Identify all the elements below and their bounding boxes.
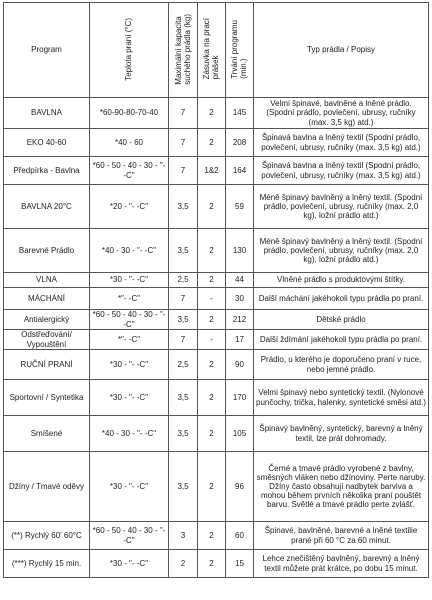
description-cell: Černé a tmavé prádlo vyrobené z bavlny, směsných vláken nebo džínoviny. Perte naruby. Džíny často obsahují nadbytek barviva a mohou během prvních několika praní pouštět barvu. Světlé a tmavé prádlo perte zvlášť. xyxy=(254,452,429,522)
program-cell: Barevné Prádlo xyxy=(4,229,90,273)
duration-cell: 170 xyxy=(226,380,254,416)
temperature-cell: *"- -C" xyxy=(90,288,169,310)
duration-cell: 17 xyxy=(226,330,254,350)
capacity-cell: 3,5 xyxy=(169,229,198,273)
capacity-cell: 7 xyxy=(169,157,198,185)
temperature-cell: *40 - 30 - "- -C" xyxy=(90,229,169,273)
description-cell: Další máchání jakéhokoli typu prádla po praní. xyxy=(254,288,429,310)
header-capacity: Maximální kapacita suchého prádla (kg) xyxy=(169,3,198,98)
capacity-cell: 7 xyxy=(169,98,198,129)
temperature-cell: *60 - 50 - 40 - 30 - "- -C" xyxy=(90,522,169,550)
description-cell: Méně špinavý bavlněný a lněný textil. (Spodní prádlo, povlečení, ubrusy, ručníky (max. 2,0 kg), ložní prádlo atd.) xyxy=(254,185,429,229)
table-row xyxy=(4,550,429,578)
capacity-cell: 7 xyxy=(169,288,198,310)
header-row xyxy=(4,3,429,98)
table-row xyxy=(4,522,429,550)
detergent-drawer-cell: 2 xyxy=(198,550,226,578)
capacity-cell: 7 xyxy=(169,330,198,350)
capacity-cell: 3,5 xyxy=(169,310,198,330)
table-row xyxy=(4,288,429,310)
detergent-drawer-cell: 2 xyxy=(198,273,226,288)
description-cell: Špinavá bavlna a lněný textil (Spodní prádlo, povlečení, ubrusy, ručníky (max. 3,5 kg) atd.) xyxy=(254,129,429,157)
description-cell: Velmi špinavý nebo syntetický textil. (Nylonové punčochy, trička, halenky, syntetické směsi atd.) xyxy=(254,380,429,416)
table-row xyxy=(4,350,429,380)
table-row xyxy=(4,229,429,273)
header-temperature: Teplota praní (°C) xyxy=(90,3,169,98)
program-cell: MÁCHÁNÍ xyxy=(4,288,90,310)
table-row xyxy=(4,416,429,452)
table-row xyxy=(4,185,429,229)
detergent-drawer-cell: - xyxy=(198,288,226,310)
temperature-cell: *40 - 30 - "- -C" xyxy=(90,416,169,452)
capacity-cell: 3,5 xyxy=(169,185,198,229)
duration-cell: 30 xyxy=(226,288,254,310)
description-cell: Méně špinavý bavlněný a lněný textil. (Spodní prádlo, povlečení, ubrusy, ručníky (max. 2,0 kg), ložní prádlo atd.) xyxy=(254,229,429,273)
program-cell: (***) Rychlý 15 min. xyxy=(4,550,90,578)
program-cell: Odstřeďování/ Vypouštění xyxy=(4,330,90,350)
duration-cell: 130 xyxy=(226,229,254,273)
capacity-cell: 2,5 xyxy=(169,350,198,380)
temperature-cell: *30 - "- -C" xyxy=(90,452,169,522)
description-cell: Prádlo, u kterého je doporučeno praní v ruce, nebo jemné prádlo. xyxy=(254,350,429,380)
program-cell: (**) Rychlý 60' 60°C xyxy=(4,522,90,550)
header-program: Program xyxy=(4,3,90,98)
capacity-cell: 2 xyxy=(169,550,198,578)
program-cell: BAVLNA xyxy=(4,98,90,129)
header-detergent-drawer: Zásuvka na prací prášek xyxy=(198,3,226,98)
duration-cell: 44 xyxy=(226,273,254,288)
program-cell: Sportovní / Syntetika xyxy=(4,380,90,416)
table-row xyxy=(4,452,429,522)
header-duration: Trvání programu (min.) xyxy=(226,3,254,98)
temperature-cell: *40 - 60 xyxy=(90,129,169,157)
temperature-cell: *30 - "- -C" xyxy=(90,350,169,380)
temperature-cell: *30 - "- -C" xyxy=(90,550,169,578)
table-row xyxy=(4,380,429,416)
table-row xyxy=(4,129,429,157)
description-cell: Další ždímání jakéhokoli typu prádla po praní. xyxy=(254,330,429,350)
detergent-drawer-cell: 2 xyxy=(198,310,226,330)
detergent-drawer-cell: 2 xyxy=(198,350,226,380)
table-row xyxy=(4,98,429,129)
header-description: Typ prádla / Popisy xyxy=(254,3,429,98)
temperature-cell: *60 - 50 - 40 - 30 - "- -C" xyxy=(90,310,169,330)
capacity-cell: 2,5 xyxy=(169,273,198,288)
capacity-cell: 3,5 xyxy=(169,380,198,416)
temperature-cell: *30 - "- -C" xyxy=(90,380,169,416)
detergent-drawer-cell: - xyxy=(198,330,226,350)
duration-cell: 145 xyxy=(226,98,254,129)
description-cell: Velmi špinavé, bavlněné a lněné prádlo. (Spodní prádlo, povlečení, ubrusy, ručníky (max. 3,5 kg) atd.) xyxy=(254,98,429,129)
duration-cell: 90 xyxy=(226,350,254,380)
duration-cell: 212 xyxy=(226,310,254,330)
program-cell: Předpírka - Bavlna xyxy=(4,157,90,185)
description-cell: Lehce znečištěný bavlněný, barevný a lněný textil můžete prát krátce, po dobu 15 minut. xyxy=(254,550,429,578)
table-row xyxy=(4,310,429,330)
detergent-drawer-cell: 2 xyxy=(198,98,226,129)
detergent-drawer-cell: 2 xyxy=(198,129,226,157)
temperature-cell: *60-90-80-70-40 xyxy=(90,98,169,129)
temperature-cell: *"- -C" xyxy=(90,330,169,350)
program-cell: EKO 40-60 xyxy=(4,129,90,157)
description-cell: Dětské prádlo xyxy=(254,310,429,330)
table-row xyxy=(4,157,429,185)
detergent-drawer-cell: 2 xyxy=(198,229,226,273)
temperature-cell: *20 - "- -C" xyxy=(90,185,169,229)
detergent-drawer-cell: 2 xyxy=(198,185,226,229)
description-cell: Vlněné prádlo s produktovými štítky. xyxy=(254,273,429,288)
detergent-drawer-cell: 2 xyxy=(198,380,226,416)
program-cell: Džíny / Tmavé oděvy xyxy=(4,452,90,522)
duration-cell: 105 xyxy=(226,416,254,452)
detergent-drawer-cell: 2 xyxy=(198,416,226,452)
program-cell: BAVLNA 20°C xyxy=(4,185,90,229)
detergent-drawer-cell: 1&2 xyxy=(198,157,226,185)
description-cell: Špinavá bavlna a lněný textil (Spodní prádlo, povlečení, ubrusy, ručníky (max. 3,5 kg) atd.) xyxy=(254,157,429,185)
capacity-cell: 7 xyxy=(169,129,198,157)
program-table xyxy=(3,2,429,578)
duration-cell: 208 xyxy=(226,129,254,157)
temperature-cell: *60 - 50 - 40 - 30 - "- -C" xyxy=(90,157,169,185)
capacity-cell: 3 xyxy=(169,522,198,550)
table-row xyxy=(4,330,429,350)
program-cell: RUČNÍ PRANÍ xyxy=(4,350,90,380)
program-cell: Smíšené xyxy=(4,416,90,452)
program-cell: VLNA xyxy=(4,273,90,288)
detergent-drawer-cell: 2 xyxy=(198,522,226,550)
description-cell: Špinavé, bavlněné, barevné a lněné textilie prané při 60 °C za 60 minut. xyxy=(254,522,429,550)
temperature-cell: *30 - "- -C" xyxy=(90,273,169,288)
description-cell: Špinavý bavlněný, syntetický, barevný a lněný textil, lze prát dohromady. xyxy=(254,416,429,452)
detergent-drawer-cell: 2 xyxy=(198,452,226,522)
duration-cell: 96 xyxy=(226,452,254,522)
table-row xyxy=(4,273,429,288)
duration-cell: 60 xyxy=(226,522,254,550)
capacity-cell: 3,5 xyxy=(169,452,198,522)
duration-cell: 59 xyxy=(226,185,254,229)
program-cell: Antialergický xyxy=(4,310,90,330)
duration-cell: 164 xyxy=(226,157,254,185)
capacity-cell: 3,5 xyxy=(169,416,198,452)
duration-cell: 15 xyxy=(226,550,254,578)
